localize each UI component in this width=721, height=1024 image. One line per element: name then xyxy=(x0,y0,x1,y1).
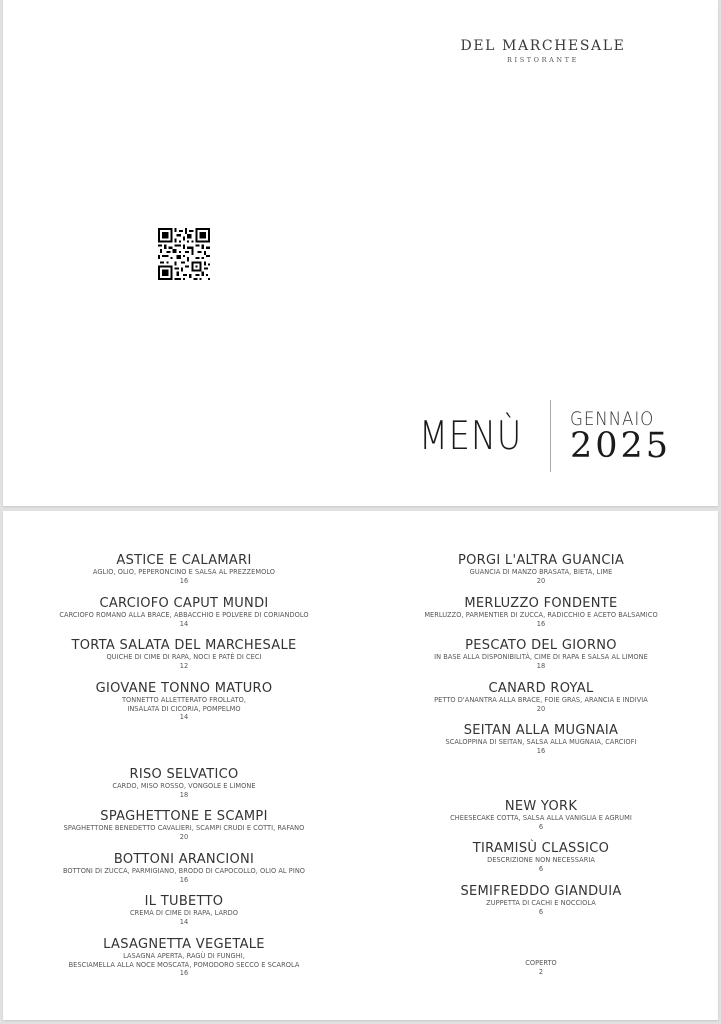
dish-name: TORTA SALATA DEL MARCHESALE xyxy=(71,638,297,653)
dish-name: BOTTONI ARANCIONI xyxy=(113,852,255,867)
dish-description: INSALATA DI CICORIA, POMPELMO xyxy=(127,704,241,713)
menu-item xyxy=(361,723,721,756)
dish-name: IL TUBETTO xyxy=(144,894,224,909)
menu-item xyxy=(3,894,365,927)
qr-code-icon[interactable] xyxy=(158,228,210,280)
menu-item xyxy=(3,638,365,671)
dish-name: PESCATO DEL GIORNO xyxy=(465,638,617,653)
menu-year: 2025 xyxy=(570,426,672,466)
dish-name: LASAGNETTA VEGETALE xyxy=(103,937,265,952)
dish-price: 6 xyxy=(538,822,544,831)
menu-item xyxy=(3,937,365,978)
dish-name: SEITAN ALLA MUGNAIA xyxy=(463,723,619,738)
menu-month: GENNAIO xyxy=(570,408,655,430)
dish-description: ZUPPETTA DI CACHI E NOCCIOLA xyxy=(486,899,596,907)
dish-description: CARCIOFO ROMANO ALLA BRACE, ABBACCHIO E POLVERE DI CORIANDOLO xyxy=(59,611,309,619)
cover-page xyxy=(3,0,718,506)
dish-name: MERLUZZO FONDENTE xyxy=(464,596,618,611)
menu-item xyxy=(361,884,721,917)
dish-description: CREMA DI CIME DI RAPA, LARDO xyxy=(129,909,239,917)
dish-price: 16 xyxy=(179,576,189,585)
menu-title-block xyxy=(413,400,693,472)
menu-item xyxy=(3,681,365,722)
dish-price: 14 xyxy=(179,917,189,926)
dish-description: DESCRIZIONE NON NECESSARIA xyxy=(487,856,595,864)
cover-charge-label: COPERTO xyxy=(525,959,557,967)
menu-item xyxy=(3,809,365,842)
menu-item xyxy=(361,596,721,629)
dish-price: 16 xyxy=(179,969,189,977)
dish-name: CARCIOFO CAPUT MUNDI xyxy=(99,596,269,611)
dish-description: IN BASE ALLA DISPONIBILITÀ, CIME DI RAPA E SALSA AL LIMONE xyxy=(434,653,648,661)
menu-page xyxy=(3,511,718,1020)
dish-name: TIRAMISÙ CLASSICO xyxy=(472,841,610,856)
menu-item xyxy=(361,553,721,586)
dish-description: LASAGNA APERTA, RAGÙ DI FUNGHI, xyxy=(123,952,245,960)
dish-description: BOTTONI DI ZUCCA, PARMIGIANO, BRODO DI CAPOCOLLO, OLIO AL PINO xyxy=(62,867,306,875)
dish-name: SPAGHETTONE E SCAMPI xyxy=(100,809,268,824)
dish-name: NEW YORK xyxy=(504,799,578,814)
menu-item xyxy=(3,852,365,885)
restaurant-logo xyxy=(433,38,653,64)
dish-name: RISO SELVATICO xyxy=(129,767,239,782)
dish-description: TONNETTO ALLETTERATO FROLLATO, xyxy=(121,696,247,704)
menu-item xyxy=(361,681,721,714)
dish-description: CHEESECAKE COTTA, SALSA ALLA VANIGLIA E AGRUMI xyxy=(450,814,632,822)
dish-price: 20 xyxy=(179,832,189,841)
dish-description: PETTO D'ANANTRA ALLA BRACE, FOIE GRAS, ARANCIA E INDIVIA xyxy=(434,696,648,704)
dish-description: GUANCIA DI MANZO BRASATA, BIETA, LIME xyxy=(469,568,613,576)
dish-price: 6 xyxy=(538,864,544,873)
dish-name: SEMIFREDDO GIANDUIA xyxy=(460,884,622,899)
dish-description: QUICHE DI CIME DI RAPA, NOCI E PATÈ DI CECI xyxy=(106,653,262,661)
dish-description: SCALOPPINA DI SEITAN, SALSA ALLA MUGNAIA, CARCIOFI xyxy=(445,738,637,746)
dish-price: 16 xyxy=(179,875,189,884)
dish-price: 14 xyxy=(179,713,189,721)
cover-charge-price: 2 xyxy=(538,967,544,976)
menu-heading: MENÙ xyxy=(419,414,523,459)
dish-price: 16 xyxy=(536,746,546,755)
menu-item xyxy=(3,767,365,800)
dish-description: AGLIO, OLIO, PEPERONCINO E SALSA AL PREZZEMOLO xyxy=(92,568,276,576)
dish-price: 20 xyxy=(536,704,546,713)
menu-item xyxy=(3,596,365,629)
dish-name: PORGI L'ALTRA GUANCIA xyxy=(457,553,625,568)
brand-name: DEL MARCHESALE xyxy=(460,38,626,54)
dish-price: 18 xyxy=(536,661,546,670)
menu-item xyxy=(361,841,721,874)
dish-price: 18 xyxy=(179,790,189,799)
dish-name: CANARD ROYAL xyxy=(488,681,594,696)
dish-description: MERLUZZO, PARMENTIER DI ZUCCA, RADICCHIO E ACETO BALSAMICO xyxy=(424,611,658,619)
dish-price: 16 xyxy=(536,619,546,628)
dish-price: 20 xyxy=(536,576,546,585)
dish-description: SPAGHETTONE BENEDETTO CAVALIERI, SCAMPI CRUDI E COTTI, RAFANO xyxy=(63,824,305,832)
menu-item xyxy=(361,799,721,832)
title-divider xyxy=(550,400,551,472)
brand-subtitle: RISTORANTE xyxy=(507,56,579,64)
dish-price: 6 xyxy=(538,907,544,916)
dish-description: CARDO, MISO ROSSO, VONGOLE E LIMONE xyxy=(112,782,256,790)
dish-price: 12 xyxy=(179,661,189,670)
dish-price: 14 xyxy=(179,619,189,628)
menu-item xyxy=(3,553,365,586)
dish-name: ASTICE E CALAMARI xyxy=(116,553,252,568)
dish-description: BESCIAMELLA ALLA NOCE MOSCATA, POMODORO SECCO E SCAROLA xyxy=(68,960,300,969)
menu-item xyxy=(361,638,721,671)
dish-name: GIOVANE TONNO MATURO xyxy=(95,681,273,696)
cover-charge xyxy=(361,959,721,977)
